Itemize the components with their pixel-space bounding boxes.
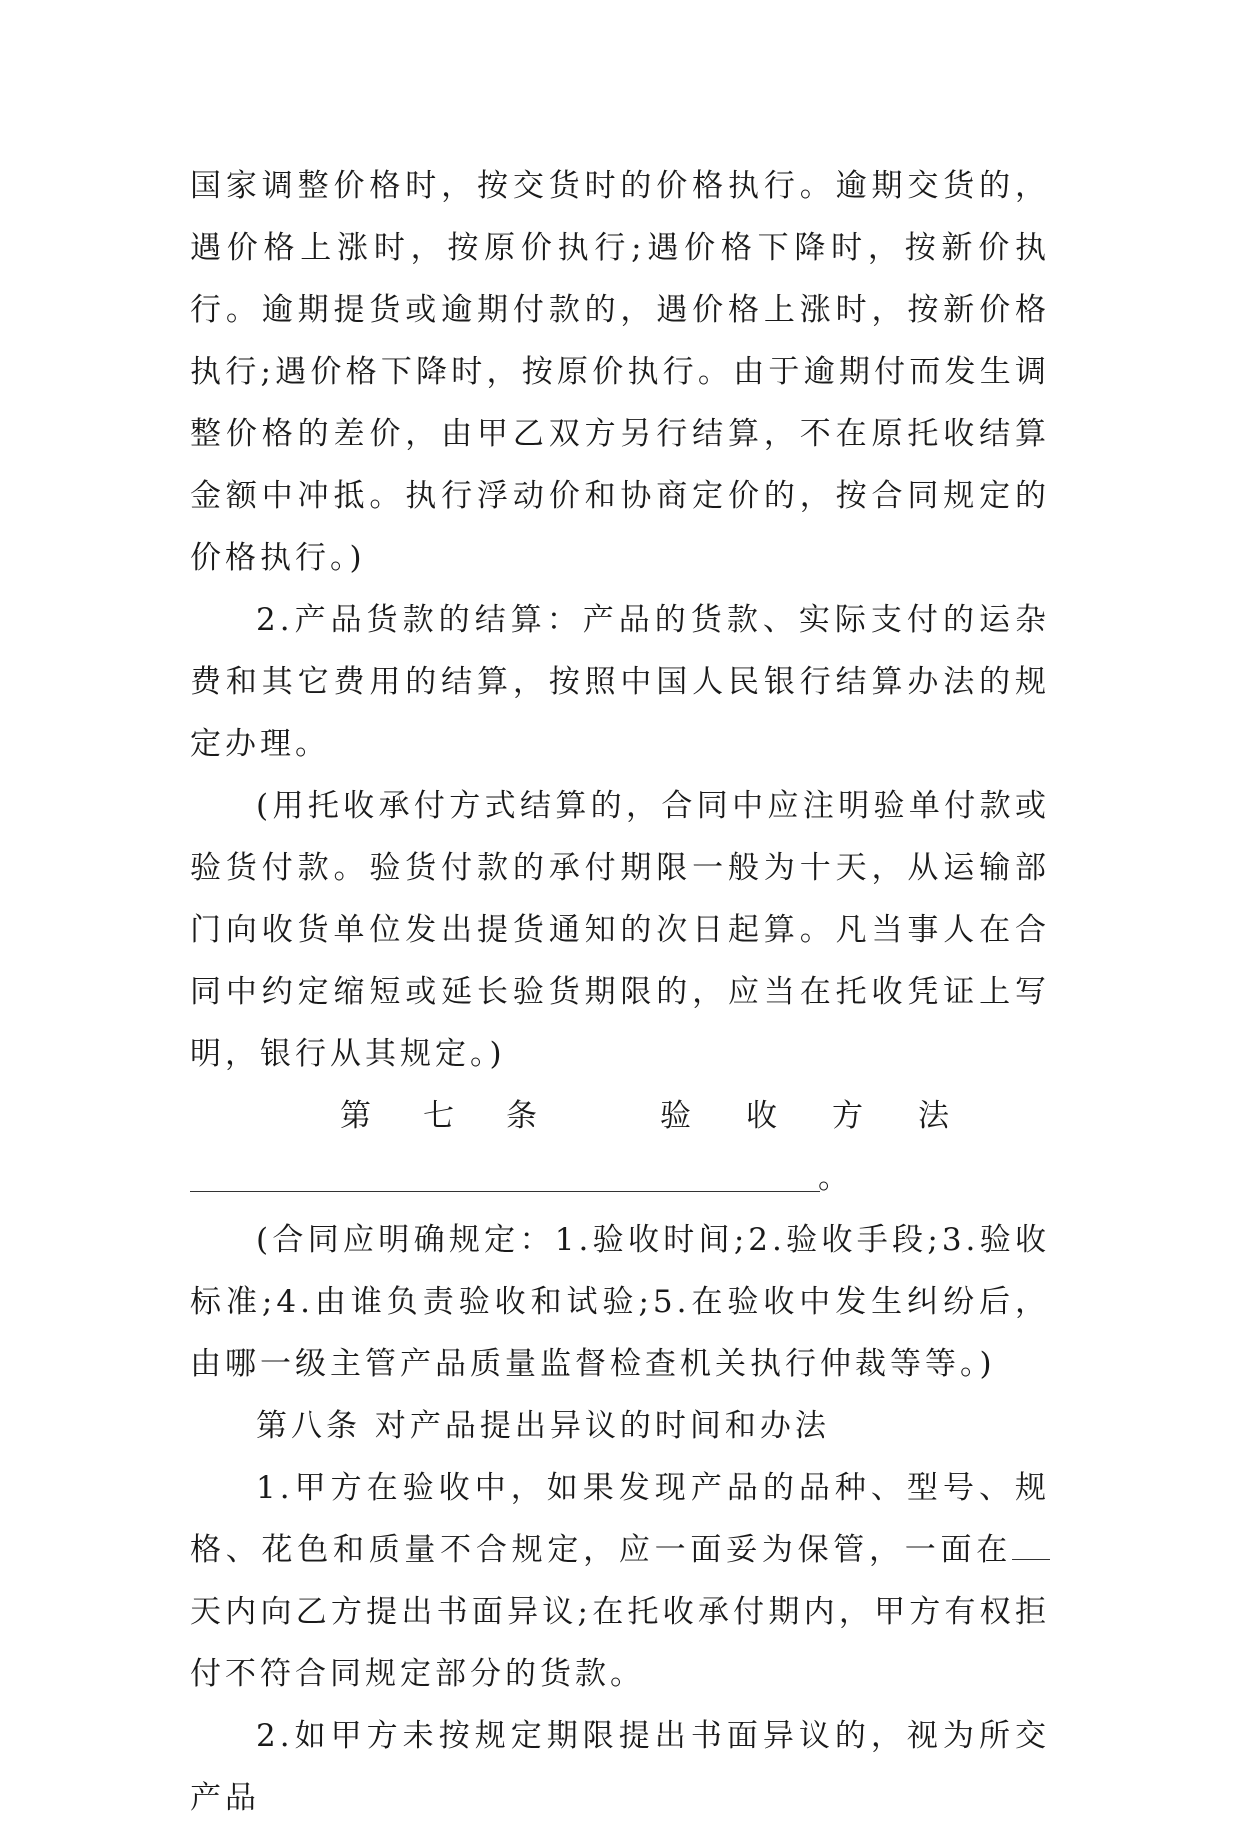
article-7-heading bbox=[190, 1085, 1050, 1147]
article-7-char: 法 bbox=[918, 1098, 949, 1134]
paragraph-price-adjustment: 国家调整价格时，按交货时的价格执行。逾期交货的，遇价格上涨时，按原价执行;遇价格下降时，按新价执行。逾期提货或逾期付款的，遇价格上涨时，按新价格执行;遇价格下降时，按原价执行。由于逾期付而发生调整价格的差价，由甲乙双方另行结算，不在原托收结算金额中冲抵。执行浮动价和协商定价的，按合同规定的价格执行。) bbox=[190, 168, 1050, 576]
article-7-char: 七 bbox=[423, 1098, 454, 1134]
article-7-char: 第 bbox=[340, 1098, 371, 1134]
objection-1-text-a: 1.甲方在验收中，如果发现产品的品种、型号、规格、花色和质量不合规定，应一面妥为保管，一面在 bbox=[190, 1470, 1050, 1568]
paragraph-collection-note: (用托收承付方式结算的，合同中应注明验单付款或验货付款。验货付款的承付期限一般为十天，从运输部门向收货单位发出提货通知的次日起算。凡当事人在合同中约定缩短或延长验货期限的，应当在托收凭证上写明，银行从其规定。) bbox=[190, 788, 1050, 1072]
article-7-char: 验 bbox=[660, 1098, 691, 1134]
fill-in-blank-line bbox=[190, 1191, 820, 1192]
objection-1-text-b: 天内向乙方提出书面异议;在托收承付期内，甲方有权拒付不符合同规定部分的货款。 bbox=[190, 1594, 1050, 1692]
article-7-char: 方 bbox=[832, 1098, 863, 1134]
article-7-period: 。 bbox=[818, 1160, 849, 1196]
article-7-char: 条 bbox=[506, 1098, 537, 1134]
paragraph-objection-1 bbox=[190, 1457, 1050, 1705]
article-7-char: 收 bbox=[746, 1098, 777, 1134]
document-page bbox=[190, 155, 1050, 1829]
article-8-heading: 第八条 对产品提出异议的时间和办法 bbox=[256, 1408, 830, 1444]
paragraph-payment-settlement: 2.产品货款的结算：产品的货款、实际支付的运杂费和其它费用的结算，按照中国人民银行结算办法的规定办理。 bbox=[190, 602, 1050, 762]
paragraph-objection-2: 2.如甲方未按规定期限提出书面异议的，视为所交产品 bbox=[190, 1718, 1050, 1816]
article-7-fill-line bbox=[190, 1147, 1050, 1209]
days-fill-in-blank bbox=[1012, 1533, 1050, 1560]
paragraph-inspection-note: (合同应明确规定：1.验收时间;2.验收手段;3.验收标准;4.由谁负责验收和试验;5.在验收中发生纠纷后，由哪一级主管产品质量监督检查机关执行仲裁等等。) bbox=[190, 1222, 1050, 1382]
